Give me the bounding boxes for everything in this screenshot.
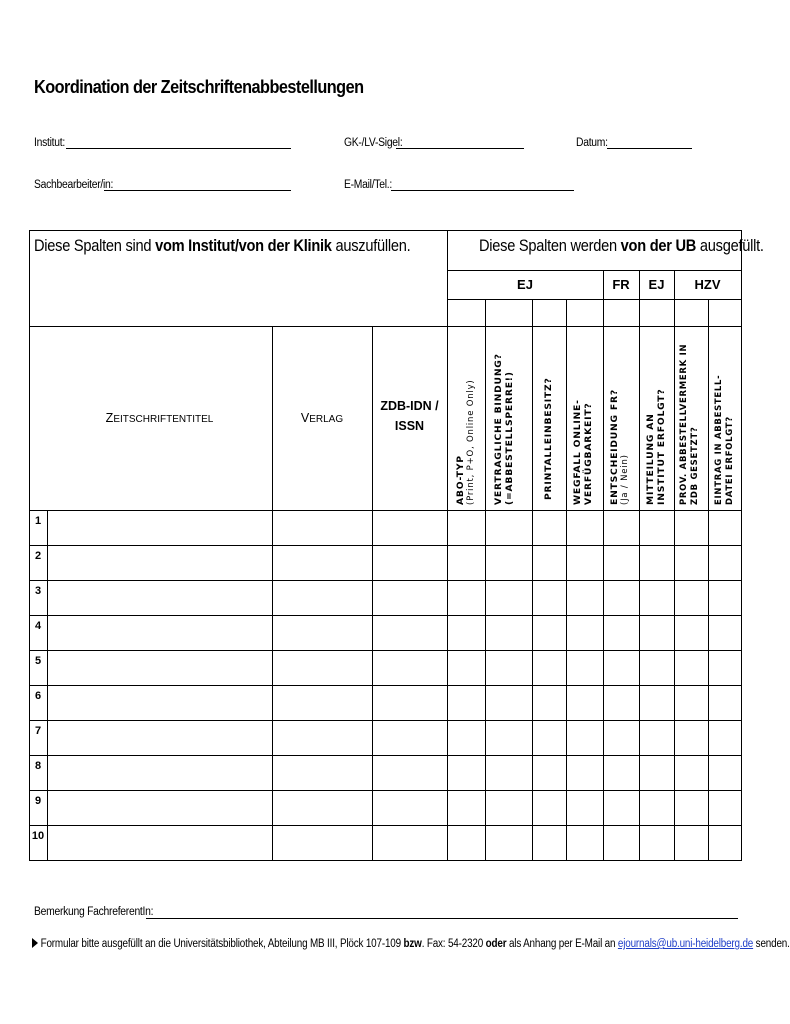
row-line xyxy=(29,580,742,581)
row-line xyxy=(29,790,742,791)
table-border-bottom xyxy=(29,860,742,861)
col-line xyxy=(674,270,675,860)
header-line-top xyxy=(29,326,742,327)
row-number: 4 xyxy=(34,620,42,632)
col-line xyxy=(47,510,48,860)
banner-ub: Diese Spalten werden von der UB ausgefüllt. xyxy=(479,236,764,255)
group-ej: EJ xyxy=(517,277,533,292)
header-abbestellvermerk-zdb: PROV. ABBESTELLVERMERK IN ZDB GESETZT? xyxy=(678,343,700,505)
group-line-bottom xyxy=(447,299,742,300)
row-number: 9 xyxy=(34,795,42,807)
col-line xyxy=(272,326,273,860)
institut-label: Institut: xyxy=(34,137,65,149)
row-number: 5 xyxy=(34,655,42,667)
header-entscheidung-fr: ENTSCHEIDUNG FR? (Ja / Nein) xyxy=(609,389,630,505)
bearbeiter-label: Sachbearbeiter/in: xyxy=(34,179,114,191)
row-number: 8 xyxy=(34,760,42,772)
header-line-bottom xyxy=(29,510,742,511)
email-label: E-Mail/Tel.: xyxy=(344,179,392,191)
header-abo-typ: ABO-TYP (Print, P+O, Online Only) xyxy=(455,379,476,505)
sigel-label: GK-/LV-Sigel: xyxy=(344,137,403,149)
row-line xyxy=(29,720,742,721)
datum-field[interactable] xyxy=(607,148,692,149)
group-ej-2: EJ xyxy=(648,277,665,292)
row-number: 3 xyxy=(34,585,42,597)
group-hzv: HZV xyxy=(694,277,721,292)
col-line xyxy=(566,299,567,860)
col-line xyxy=(603,270,604,860)
header-verlag: VERLAG xyxy=(300,411,344,425)
table-border-top xyxy=(29,230,742,231)
row-line xyxy=(29,825,742,826)
header-eintrag-abbestelldatei: EINTRAG IN ABBESTELL- DATEI ERFOLGT? xyxy=(713,374,735,505)
header-wegfall-online: WEGFALL ONLINE- VERFÜGBARKEIT? xyxy=(572,399,594,505)
page-title: Koordination der Zeitschriftenabbestellungen xyxy=(34,76,364,97)
remark-field[interactable] xyxy=(146,918,738,919)
row-line xyxy=(29,755,742,756)
col-line xyxy=(532,299,533,860)
section-divider xyxy=(447,230,448,860)
row-number: 2 xyxy=(34,550,42,562)
row-number: 1 xyxy=(34,515,42,527)
row-number: 6 xyxy=(34,690,42,702)
arrow-right-icon xyxy=(32,938,38,948)
datum-label: Datum: xyxy=(576,137,608,149)
email-field[interactable] xyxy=(391,190,574,191)
header-zdb-issn: ZDB-IDN / ISSN xyxy=(380,399,439,433)
row-line xyxy=(29,650,742,651)
row-number: 7 xyxy=(34,725,42,737)
banner-institut: Diese Spalten sind vom Institut/von der Klinik auszufüllen. xyxy=(34,236,411,255)
table-border-right xyxy=(741,230,742,860)
footer-instructions: Formular bitte ausgefüllt an die Universitätsbibliothek, Abteilung MB III, Plöck 107-109 bzw. Fax: 54-2320 oder als Anhang per E-Mail an ejournals@ub.uni-heidelberg.de senden. xyxy=(32,938,790,950)
col-line xyxy=(708,299,709,860)
group-line xyxy=(447,270,742,271)
header-mitteilung-institut: MITTEILUNG AN INSTITUT ERFOLGT? xyxy=(645,388,667,505)
row-number: 10 xyxy=(31,830,45,842)
header-printalleinbesitz: PRINTALLEINBESITZ? xyxy=(543,377,554,500)
col-line xyxy=(639,270,640,860)
header-zeitschriftentitel: ZEITSCHRIFTENTITEL xyxy=(105,411,214,425)
sigel-field[interactable] xyxy=(396,148,524,149)
row-line xyxy=(29,545,742,546)
bearbeiter-field[interactable] xyxy=(104,190,291,191)
remark-label: Bemerkung FachreferentIn: xyxy=(34,906,154,918)
col-line xyxy=(485,299,486,860)
header-vertragliche-bindung: VERTRAGLICHE BINDUNG? (=ABBESTELLSPERRE!) xyxy=(493,353,515,505)
group-fr: FR xyxy=(612,277,630,292)
institut-field[interactable] xyxy=(66,148,291,149)
email-link[interactable]: ejournals@ub.uni-heidelberg.de xyxy=(617,938,754,950)
row-line xyxy=(29,685,742,686)
row-line xyxy=(29,615,742,616)
